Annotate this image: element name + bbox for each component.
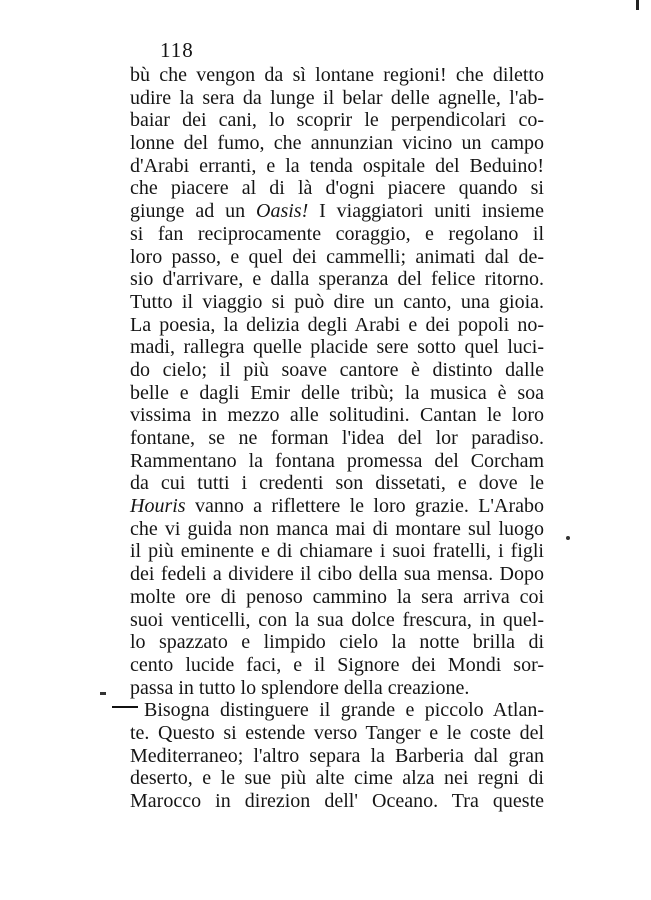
text-segment: giunge ad un bbox=[130, 200, 256, 223]
text-line: belle e dagli Emir delle tribù; la musica è soa bbox=[130, 381, 544, 404]
text-line: te. Questo si estende verso Tanger e le coste del bbox=[130, 721, 544, 744]
italic-term: Houris bbox=[130, 495, 186, 518]
text-line: bù che vengon da sì lontane regioni! che diletto bbox=[130, 64, 544, 86]
text-line: il più eminente e di chiamare i suoi fratelli, i figli bbox=[130, 540, 544, 563]
text-line: vissima in mezzo alle solitudini. Cantan le loro bbox=[130, 404, 544, 427]
text-line: Bisogna distinguere il grande e piccolo Atlan- bbox=[144, 699, 544, 722]
text-line: madi, rallegra quelle placide sere sotto quel luci- bbox=[130, 336, 544, 359]
text-line: si fan reciprocamente coraggio, e regolano il bbox=[130, 222, 544, 245]
text-line: baiar dei cani, lo scoprir le perpendicolari co- bbox=[130, 109, 544, 132]
text-line: Rammentano la fontana promessa del Corcham bbox=[130, 449, 544, 472]
text-line: La poesia, la delizia degli Arabi e dei popoli no- bbox=[130, 313, 544, 336]
text-line: molte ore di penoso cammino la sera arriva coi bbox=[130, 585, 544, 608]
text-line: do cielo; il più soave cantore è distinto dalle bbox=[130, 358, 544, 381]
body-text bbox=[130, 64, 544, 813]
text-line: d'Arabi erranti, e la tenda ospitale del Beduino! bbox=[130, 154, 544, 177]
text-line: fontane, se ne forman l'idea del lor paradiso. bbox=[130, 427, 544, 449]
text-line: Marocco in direzion dell' Oceano. Tra queste bbox=[130, 790, 544, 812]
text-segment: I viaggiatori uniti insieme bbox=[308, 200, 544, 223]
margin-smudge bbox=[100, 692, 106, 695]
text-line: passa in tutto lo splendore della creazione. bbox=[130, 676, 470, 699]
text-line: cento lucide faci, e il Signore dei Mondi sor- bbox=[130, 653, 544, 676]
text-line: lo spazzato e limpido cielo la notte brilla di bbox=[130, 631, 544, 654]
italic-term: Oasis! bbox=[256, 200, 309, 223]
page-edge-mark bbox=[636, 0, 639, 10]
text-line: che piacere al di là d'ogni piacere quando si bbox=[130, 177, 544, 200]
text-line: Mediterraneo; l'altro separa la Barberia dal gran bbox=[130, 744, 544, 767]
text-line bbox=[130, 495, 544, 518]
text-line: udire la sera da lunge il belar delle agnelle, l'ab- bbox=[130, 86, 544, 109]
text-line: suoi venticelli, con la sua dolce frescura, in quel- bbox=[130, 608, 544, 631]
page-number: 118 bbox=[160, 38, 194, 62]
text-segment: vanno a riflettere le loro grazie. L'Arabo bbox=[185, 495, 544, 518]
text-line bbox=[130, 200, 544, 223]
text-line: sio d'arrivare, e dalla speranza del felice ritorno. bbox=[130, 268, 544, 291]
text-line: dei fedeli a dividere il cibo della sua mensa. Dopo bbox=[130, 563, 544, 586]
margin-dash-mark bbox=[112, 706, 138, 708]
ink-dot bbox=[566, 536, 570, 540]
text-line: deserto, e le sue più alte cime alza nei regni di bbox=[130, 767, 544, 790]
text-line: da cui tutti i credenti son dissetati, e dove le bbox=[130, 472, 544, 495]
text-line: che vi guida non manca mai di montare sul luogo bbox=[130, 517, 544, 540]
text-line: lonne del fumo, che annunzian vicino un campo bbox=[130, 132, 544, 155]
text-line: Tutto il viaggio si può dire un canto, una gioia. bbox=[130, 290, 544, 313]
text-line: loro passo, e quel dei cammelli; animati dal de- bbox=[130, 245, 544, 268]
